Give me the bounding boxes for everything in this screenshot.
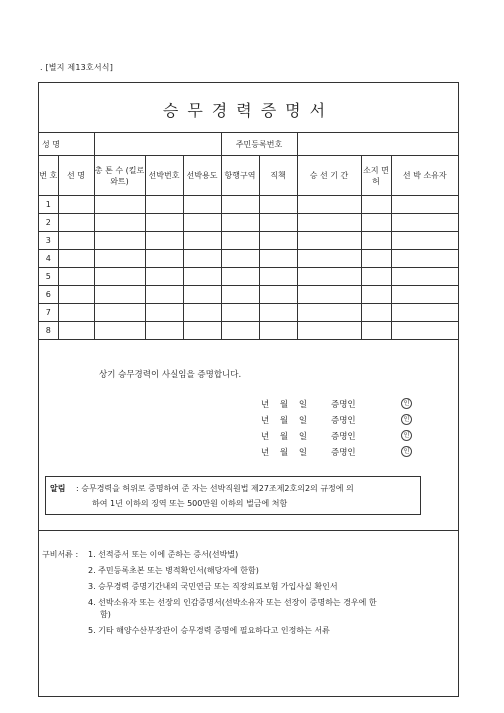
- signature-line: [261, 430, 421, 442]
- row-number: 5: [39, 268, 58, 286]
- cell[interactable]: [361, 232, 391, 250]
- table-row: [39, 250, 458, 268]
- cell[interactable]: [297, 304, 361, 322]
- document-item: 1. 선적증서 또는 이에 준하는 증서(선박별): [88, 550, 239, 559]
- cell[interactable]: [361, 250, 391, 268]
- col-header-ship-owner: 선 박 소유자: [391, 156, 458, 196]
- seal-icon: 인: [401, 414, 412, 425]
- notice-line: 하여 1년 이하의 징역 또는 500만원 이하의 벌금에 처함: [92, 499, 288, 508]
- col-header-ship-usage: 선박용도: [183, 156, 221, 196]
- cell[interactable]: [221, 214, 259, 232]
- cell[interactable]: [391, 232, 458, 250]
- cell[interactable]: [145, 268, 183, 286]
- table-row: [39, 304, 458, 322]
- signature-label: 증명인: [331, 400, 356, 410]
- cell[interactable]: [183, 322, 221, 340]
- cell[interactable]: [94, 232, 145, 250]
- table-row: [39, 286, 458, 304]
- cell[interactable]: [94, 304, 145, 322]
- cell[interactable]: [58, 268, 94, 286]
- cell[interactable]: [259, 304, 297, 322]
- cell[interactable]: [297, 196, 361, 214]
- signature-line: [261, 414, 421, 426]
- seal-icon: 인: [401, 446, 412, 457]
- cell[interactable]: [94, 286, 145, 304]
- cell[interactable]: [183, 214, 221, 232]
- cell[interactable]: [297, 322, 361, 340]
- table-row: [39, 322, 458, 340]
- cell[interactable]: [58, 250, 94, 268]
- cell[interactable]: [94, 214, 145, 232]
- signature-label: 증명인: [331, 448, 356, 458]
- cell[interactable]: [391, 214, 458, 232]
- document-item: 2. 주민등록초본 또는 병적확인서(해당자에 한함): [88, 566, 259, 575]
- col-header-position: 직책: [259, 156, 297, 196]
- cell[interactable]: [221, 250, 259, 268]
- notice-line: : 승무경력을 허위로 증명하여 준 자는 선박직원법 제27조제2호의2의 규정에 의: [76, 484, 354, 493]
- cell[interactable]: [297, 268, 361, 286]
- col-header-ship-name: 선 명: [58, 156, 94, 196]
- section-divider: [39, 530, 458, 531]
- row-number: 7: [39, 304, 58, 322]
- cell[interactable]: [145, 286, 183, 304]
- signature-line: [261, 398, 421, 410]
- cell[interactable]: [58, 232, 94, 250]
- cell[interactable]: [361, 286, 391, 304]
- cell[interactable]: [259, 196, 297, 214]
- cell[interactable]: [94, 250, 145, 268]
- cell[interactable]: [221, 268, 259, 286]
- seal-icon: 인: [401, 430, 412, 441]
- cell[interactable]: [145, 250, 183, 268]
- cell[interactable]: [361, 268, 391, 286]
- cell[interactable]: [259, 232, 297, 250]
- cell[interactable]: [183, 250, 221, 268]
- cell[interactable]: [259, 214, 297, 232]
- seal-icon: 인: [401, 398, 412, 409]
- cell[interactable]: [183, 232, 221, 250]
- cell[interactable]: [297, 286, 361, 304]
- cell[interactable]: [391, 322, 458, 340]
- table-row: [39, 214, 458, 232]
- cell[interactable]: [94, 268, 145, 286]
- cell[interactable]: [297, 232, 361, 250]
- resident-no-label: 주민등록번호: [221, 133, 297, 156]
- cell[interactable]: [259, 268, 297, 286]
- cell[interactable]: [297, 214, 361, 232]
- cell[interactable]: [58, 304, 94, 322]
- signature-line: [261, 446, 421, 458]
- row-number: 4: [39, 250, 58, 268]
- cell[interactable]: [183, 286, 221, 304]
- cell[interactable]: [391, 250, 458, 268]
- cell[interactable]: [361, 322, 391, 340]
- cell[interactable]: [145, 304, 183, 322]
- cell[interactable]: [145, 196, 183, 214]
- table-row: [39, 268, 458, 286]
- form-code: . [별지 제13호서식]: [40, 63, 114, 72]
- row-number: 6: [39, 286, 58, 304]
- cell[interactable]: [391, 196, 458, 214]
- cell[interactable]: [183, 196, 221, 214]
- cell[interactable]: [221, 196, 259, 214]
- resident-no-value[interactable]: [297, 133, 458, 156]
- name-row: [39, 133, 458, 156]
- cell[interactable]: [259, 250, 297, 268]
- document-item: 3. 승무경력 증명기간내의 국민연금 또는 직장의료보험 가입사실 확인서: [88, 582, 338, 591]
- signature-date: 년 월 일: [261, 416, 308, 426]
- cell[interactable]: [58, 196, 94, 214]
- cell[interactable]: [221, 286, 259, 304]
- notice-lead: 알림: [50, 484, 66, 493]
- record-table: [39, 133, 458, 340]
- table-row: [39, 232, 458, 250]
- row-number: 1: [39, 196, 58, 214]
- signature-label: 증명인: [331, 416, 356, 426]
- col-header-number: 번 호: [39, 156, 58, 196]
- documents-lead: 구비서류 :: [42, 550, 79, 559]
- signature-date: 년 월 일: [261, 432, 308, 442]
- cell[interactable]: [361, 214, 391, 232]
- certificate-form: [38, 82, 459, 697]
- cell[interactable]: [259, 286, 297, 304]
- cell[interactable]: [94, 322, 145, 340]
- certification-statement: 상기 승무경력이 사실임을 증명합니다.: [99, 370, 242, 380]
- form-title: 승무경력증명서: [162, 101, 335, 120]
- cell[interactable]: [221, 232, 259, 250]
- document-item: 5. 기타 해양수산부장관이 승무경력 증명에 필요하다고 인정하는 서류: [88, 626, 330, 635]
- name-value[interactable]: [94, 133, 221, 156]
- cell[interactable]: [259, 322, 297, 340]
- signature-date: 년 월 일: [261, 448, 308, 458]
- col-header-ship-number: 선박번호: [145, 156, 183, 196]
- cell[interactable]: [391, 286, 458, 304]
- name-label: 성 명: [39, 133, 94, 156]
- document-item: 함): [100, 610, 111, 619]
- cell[interactable]: [94, 196, 145, 214]
- header-row: [39, 156, 458, 196]
- row-number: 8: [39, 322, 58, 340]
- row-number: 2: [39, 214, 58, 232]
- col-header-navigation-area: 항행구역: [221, 156, 259, 196]
- cell[interactable]: [221, 322, 259, 340]
- signature-label: 증명인: [331, 432, 356, 442]
- col-header-license: 소지 면허: [361, 156, 391, 196]
- cell[interactable]: [145, 322, 183, 340]
- cell[interactable]: [145, 214, 183, 232]
- table-row: [39, 196, 458, 214]
- cell[interactable]: [58, 214, 94, 232]
- col-header-tonnage: 총 톤 수 (킬로와트): [94, 156, 145, 196]
- cell[interactable]: [361, 196, 391, 214]
- cell[interactable]: [183, 268, 221, 286]
- cell[interactable]: [297, 250, 361, 268]
- cell[interactable]: [58, 286, 94, 304]
- signature-date: 년 월 일: [261, 400, 308, 410]
- notice-box: [45, 476, 421, 515]
- row-number: 3: [39, 232, 58, 250]
- cell[interactable]: [391, 304, 458, 322]
- cell[interactable]: [145, 232, 183, 250]
- document-item: 4. 선박소유자 또는 선장의 인감증명서(선박소유자 또는 선장이 증명하는 경우에 한: [88, 598, 377, 607]
- cell[interactable]: [183, 304, 221, 322]
- cell[interactable]: [58, 322, 94, 340]
- cell[interactable]: [361, 304, 391, 322]
- cell[interactable]: [221, 304, 259, 322]
- col-header-boarding-period: 승 선 기 간: [297, 156, 361, 196]
- cell[interactable]: [391, 268, 458, 286]
